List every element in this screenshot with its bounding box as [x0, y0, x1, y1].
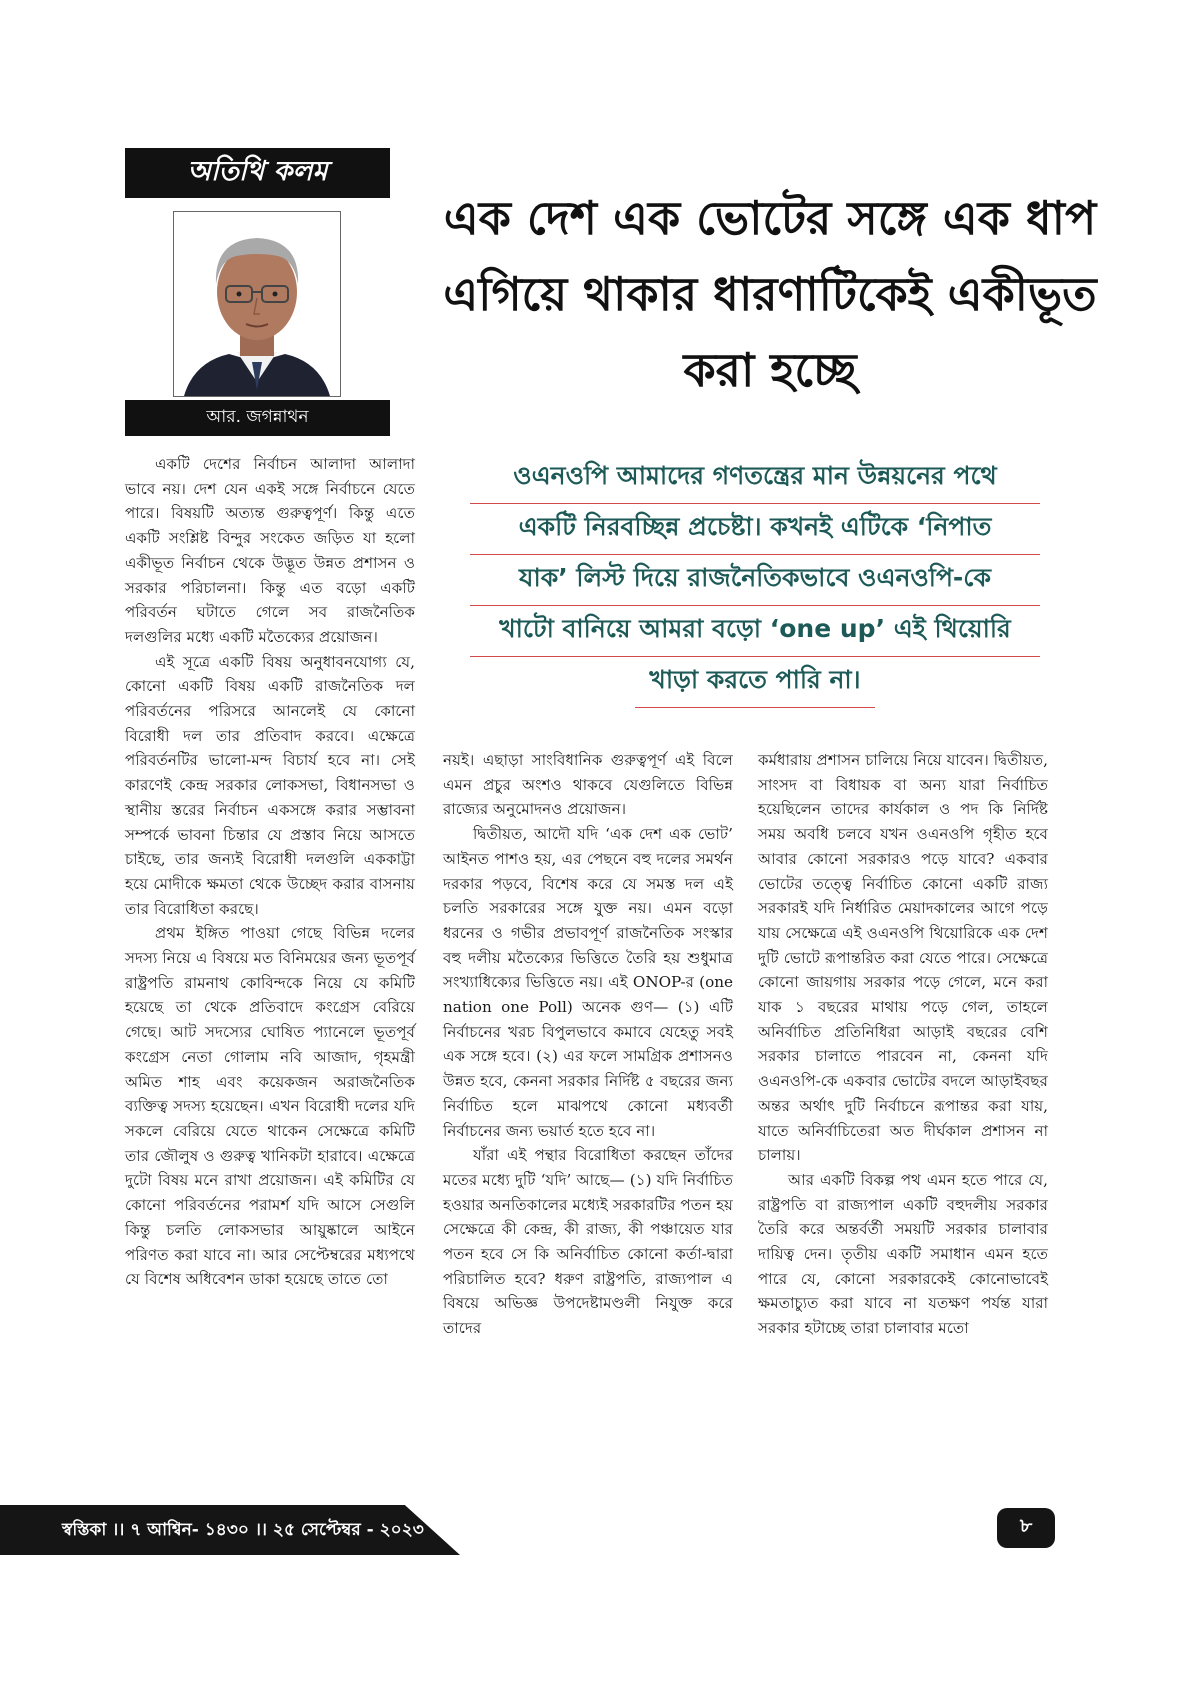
paragraph: একটি দেশের নির্বাচন আলাদা আলাদা ভাবে নয়। দেশ যেন একই সঙ্গে নির্বাচনে যেতে পারে। বিষয়টি অত্যন্ত গুরুত্বপূর্ণ। কিন্তু এতে একটি সংশ্লিষ্ট বিন্দুর সংকেত জড়িত যা হলো একীভূত নির্বাচন থেকে উদ্ভূত উন্নত প্রশাসন ও সরকার পরিচালনা। কিন্তু এত বড়ো একটি পরিবর্তন ঘটাতে গেলে সব রাজনৈতিক দলগুলির মধ্যে একটি মতৈক্যের প্রয়োজন।: [125, 455, 415, 646]
paragraph: আর একটি বিকল্প পথ এমন হতে পারে যে, রাষ্ট্রপতি বা রাজ্যপাল একটি বহুদলীয় সরকার তৈরি করে অন্তর্বর্তী সময়টি সরকার চালাবার দায়িত্ব দেন। তৃতীয় একটি সমাধান এমন হতে পারে যে, কোনো সরকারকেই কোনোভাবেই ক্ষমতাচ্যুত করা যাবে না যতক্ষণ পর্যন্ত যারা সরকার হটাচ্ছে তারা চালাবার মতো: [758, 1170, 1048, 1338]
paragraph: কর্মধারায় প্রশাসন চালিয়ে নিয়ে যাবেন। দ্বিতীয়ত, সাংসদ বা বিধায়ক বা অন্য যারা নির্বাচিত হয়েছিলেন তাদের কার্যকাল ও পদ কি নির্দিষ্ট সময় অবধি চলবে যখন ওএনওপি গৃহীত হবে আবার কোনো সরকারও পড়ে যাবে? একবার ভোটের তত্ত্বে নির্বাচিত কোনো একটি রাজ্য সরকারই যদি নির্ধারিত মেয়াদকালের আগে পড়ে যায় সেক্ষেত্রে এই ওএনওপি থিয়োরিকে এক দেশ দুটি ভোটে রূপান্তরিত করা যেতে পারে। সেক্ষেত্রে কোনো জায়গায় সরকার পড়ে গেলে, মনে করা যাক ১ বছরের মাথায় পড়ে গেল, তাহলে অনির্বাচিত প্রতিনিধিরা আড়াই বছরের বেশি সরকার চালাতে পারবেন না, কেননা যদি ওএনওপি-কে একবার ভোটের বদলে আড়াইবছর অন্তর অর্থাৎ দুটি নির্বাচনে রূপান্তর করা যায়, যাতে অনির্বাচিতেরা অত দীর্ঘকাল প্রশাসন না চালায়।: [758, 751, 1048, 1165]
pull-quote-line: একটি নিরবচ্ছিন্ন প্রচেষ্টা। কখনই এটিকে ‘নিপাত: [470, 504, 1040, 555]
pull-quote-line: খাড়া করতে পারি না।: [635, 657, 875, 708]
author-name: আর. জগন্নাথন: [125, 400, 390, 436]
paragraph: দ্বিতীয়ত, আদৌ যদি ‘এক দেশ এক ভোট’ আইনত পাশও হয়, এর পেছনে বহু দলের সমর্থন দরকার পড়বে, বিশেষ করে যে সমস্ত দল এই চলতি সরকারের সঙ্গে যুক্ত নয়। এমন বড়ো ধরনের ও গভীর প্রভাবপূর্ণ রাজনৈতিক সংস্কার বহু দলীয় মতৈক্যের ভিত্তিতে তৈরি হয় শুধুমাত্র সংখ্যাধিক্যের ভিত্তিতে নয়। এই ONOP-র (one nation one Poll) অনেক গুণ— (১) এটি নির্বাচনের খরচ বিপুলভাবে কমাবে যেহেতু সবই এক সঙ্গে হবে। (২) এর ফলে সামগ্রিক প্রশাসনও উন্নত হবে, কেননা সরকার নির্দিষ্ট ৫ বছরের জন্য নির্বাচিত হলে মাঝপথে কোনো মধ্যবর্তী নির্বাচনের জন্য ভয়ার্ত হতে হবে না।: [443, 825, 733, 1140]
pull-quote-line: খাটো বানিয়ে আমরা বড়ো ‘one up’ এই থিয়োরি: [470, 606, 1040, 657]
article-column-3: [758, 748, 1048, 1708]
paragraph: এই সূত্রে একটি বিষয় অনুধাবনযোগ্য যে, কোনো একটি বিষয় একটি রাজনৈতিক দল পরিবর্তনের পরিসরে আনলেই যে কোনো বিরোধী দল তার প্রতিবাদ করবে। এক্ষেত্রে পরিবর্তনটির ভালো-মন্দ বিচার্য হবে না। সেই কারণেই কেন্দ্র সরকার লোকসভা, বিধানসভা ও স্থানীয় স্তরের নির্বাচন একসঙ্গে করার সম্ভাবনা সম্পর্কে ভাবনা চিন্তার যে প্রস্তাব নিয়ে আসতে চাইছে, তার জন্যই বিরোধী দলগুলি এককাট্টা হয়ে মোদীকে ক্ষমতা থেকে উচ্ছেদ করার বাসনায় তার বিরোধিতা করছে।: [125, 652, 415, 918]
paragraph: প্রথম ইঙ্গিত পাওয়া গেছে বিভিন্ন দলের সদস্য নিয়ে এ বিষয়ে মত বিনিময়ের জন্য ভূতপূর্ব রাষ্ট্রপতি রামনাথ কোবিন্দকে নিয়ে যে কমিটি হয়েছে তা থেকে প্রতিবাদে কংগ্রেস বেরিয়ে গেছে। আট সদস্যের ঘোষিত প্যানেলে ভূতপূর্ব কংগ্রেস নেতা গোলাম নবি আজাদ, গৃহমন্ত্রী অমিত শাহ এবং কয়েকজন অরাজনৈতিক ব্যক্তিত্ব সদস্য হয়েছেন। এখন বিরোধী দলের যদি সকলে বেরিয়ে যেতে থাকেন সেক্ষেত্রে কমিটি তার জৌলুষ ও গুরুত্ব খানিকটা হারাবে। এক্ষেত্রে দুটো বিষয় মনে রাখা প্রয়োজন। এই কমিটির যে কোনো পরিবর্তনের পরামর্শ যদি আসে সেগুলি কিন্তু চলতি লোকসভার আয়ুষ্কালে আইনে পরিণত করা যাবে না। আর সেপ্টেম্বরের মধ্যপথে যে বিশেষ অধিবেশন ডাকা হয়েছে তাতে তো: [125, 924, 415, 1289]
paragraph: নয়ই। এছাড়া সাংবিধানিক গুরুত্বপূর্ণ এই বিলে এমন প্রচুর অংশও থাকবে যেগুলিতে বিভিন্ন রাজ্যের অনুমোদনও প্রয়োজন।: [443, 751, 733, 819]
headline: এক দেশ এক ভোটের সঙ্গে এক ধাপ এগিয়ে থাকার ধারণাটিকেই একীভূত করা হচ্ছে: [443, 191, 1097, 397]
author-photo: [173, 211, 341, 397]
article-column-2: [443, 748, 733, 1708]
pull-quote: [470, 453, 1040, 708]
paragraph: যাঁরা এই পন্থার বিরোধিতা করছেন তাঁদের মতের মধ্যে দুটি ‘যদি’ আছে— (১) যদি নির্বাচিত হওয়ার অনতিকালের মধ্যেই সরকারটির পতন হয় সেক্ষেত্রে কী কেন্দ্র, কী রাজ্য, কী পঞ্চায়েত যার পতন হবে সে কি অনির্বাচিত কোনো কর্তা-দ্বারা পরিচালিত হবে? ধরুণ রাষ্ট্রপতি, রাজ্যপাল এ বিষয়ে অভিজ্ঞ উপদেষ্টামণ্ডলী নিযুক্ত করে তাদের: [443, 1146, 733, 1338]
pull-quote-line: ওএনওপি আমাদের গণতন্ত্রের মান উন্নয়নের পথে: [470, 453, 1040, 504]
footer-publication-line: স্বস্তিকা ।। ৭ আশ্বিন- ১৪৩০ ।। ২৫ সেপ্টেম্বর - ২০২৩: [62, 1520, 424, 1540]
author-portrait-image: [174, 212, 340, 396]
column-label: অতিথি কলম: [125, 148, 390, 198]
page-number: ৮: [997, 1508, 1055, 1548]
pull-quote-line: যাক’ লিস্ট দিয়ে রাজনৈতিকভাবে ওএনওপি-কে: [470, 555, 1040, 606]
